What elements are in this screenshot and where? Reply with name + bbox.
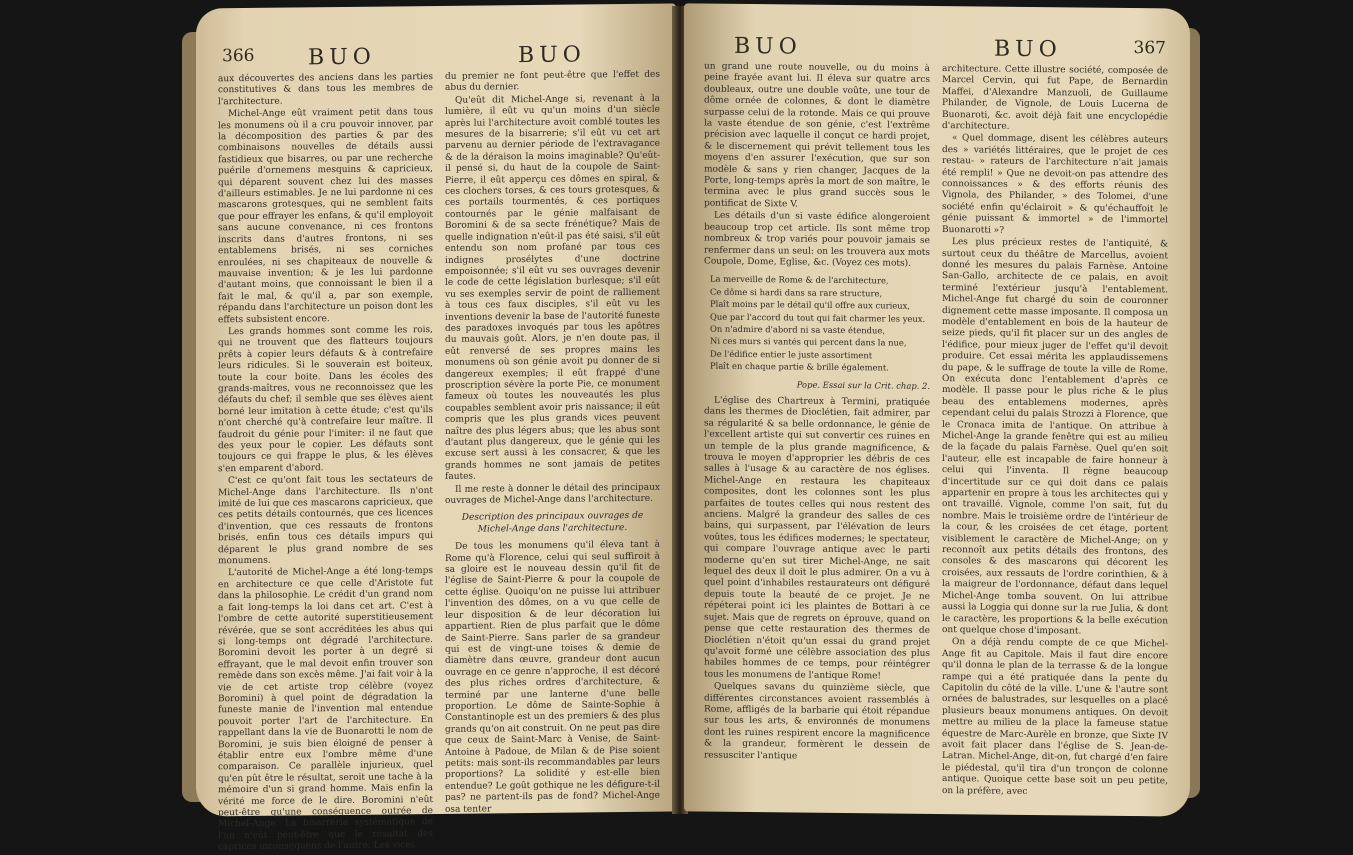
paragraph: aux découvertes des anciens dans les parties constitutives & dans tous les membres de l'architecture. (218, 72, 433, 108)
paragraph: un grand une route nouvelle, ou du moins à peine frayée avant lui. Il éleva sur quatre arcs doubleaux, outre une double voûte, une tour de dôme ornée de colonnes, & dont le diamètre surpasse celui de la rotonde. Mais ce qui prouve la vaste étendue de son génie, c'est l'extrême précision avec laquelle il conçut ce hardi projet, & le discernement qui prévit tellement tous les moyens d'en assurer l'exécution, que sur son modèle & sans y rien changer, Jacques de la Porte, long-temps après la mort de son maître, le termina avec le plus grand succès sous le pontificat de Sixte V. (704, 61, 930, 210)
open-book (6, 6, 1347, 853)
paragraph: « Quel dommage, disent les célèbres auteurs des » variétés littéraires, que le projet de ces restau- » rateurs de l'architecture n'ait jamais été rempli! » Que ne devoit-on pas attendre des connoissances » & des efforts réunis des Vignola, des Philander, » des Tolomei, d'une société enfin qu'éclairoit » & qu'échauffoit le génie puissant & immortel » de l'immortel Buonarotti »? (942, 133, 1168, 236)
paragraph: On a déjà rendu compte de ce que Michel-Ange fit au Capitole. Mais il faut dire encore qu'il donna le plan de la terrasse & de la longue rampe qui a été pratiquée dans la pente du Capitolin du côté de la ville. L'une & l'autre sont ornées de balustrades, sur lesquelles on a placé plusieurs beaux monumens antiques. On devoit mettre au milieu de la place la fameuse statue équestre de Marc-Aurèle en bronze, que Sixte IV avoit fait placer dans l'église de S. Jean-de-Latran. Michel-Ange, dit-on, fut chargé d'en faire le piédestal, qu'il tira d'un tronçon de colonne antique. Quoique cette base soit un peu petite, on la préfère, avec (942, 637, 1168, 797)
paragraph: L'église des Chartreux à Termini, pratiquée dans les thermes de Dioclétien, fait admirer, par sa régularité & sa belle ordonnance, le génie de l'excellent artiste qui sut convertir ces ruines en un temple de la plus grande magnificence, & trouva le moyen d'approprier les débris de ces salles à l'usage & au caractère de nos églises. Michel-Ange en restaura les chapiteaux composites, dont les colonnes sont les plus parfaites de toutes celles qui nous restent des anciens. Malgré la grandeur des salles de ces bains, qui surpassent, par l'élévation de leurs voûtes, tous les édifices modernes; le spectateur, qui compare l'ouvrage antique avec le parti moderne qu'en sut tirer Michel-Ange, ne sait lequel des deux il doit le plus admirer. On a vu à quel point d'inhabiles restaurateurs ont défiguré depuis toute la beauté de ce projet. Je ne répéterai point ici les plaintes de Bottari à ce sujet. Mais que de regrets on éprouve, quand on pense que cette restauration des thermes de Dioclétien n'étoit qu'un essai du grand projet qu'avoit formé une célèbre association des plus habiles hommes de ce temps, pour réintégrer tous les monumens de l'antique Rome! (704, 395, 930, 682)
paragraph: De tous les monumens qu'il éleva tant à Rome qu'à Florence, celui qui seul suffiroit à sa gloire est le nouveau dessin qu'il fit de l'église de Saint-Pierre & pour la coupole de cette église. Quoiqu'on ne puisse lui attribuer l'invention des dômes, on a vu que celle de leur disposition & de leur décoration lui appartient. Rien de plus parfait que le dôme de Saint-Pierre. Sans parler de sa grandeur qui est de vingt-une toises & demie de diamètre dans œuvre, grandeur dont aucun ouvrage en ce genre n'approche, il est décoré des plus riches ordres d'architecture, & terminé par une lanterne d'une belle proportion. Le dôme de Sainte-Sophie à Constantinople est un des premiers & des plus grands qu'on ait construit. On ne peut pas dire que ceux de Saint-Marc à Venise, de Saint-Antoine à Padoue, de Milan & de Pise soient petits: mais sont-ils recommandables par leurs proportions? La solidité y est-elle bien entendue? Le goût gothique ne les défigure-t-il pas? ne partent-ils pas de fond? Michel-Ange osa tenter (445, 539, 660, 815)
right-running-head-1: BUO (734, 33, 802, 60)
section-heading: Description des principaux ouvrages de Michel-Ange dans l'architecture. (461, 511, 644, 535)
paragraph: Michel-Ange eût vraiment petit dans tous les monumens où il a cru pouvoir innover, par la décomposition des parties & par des combinaisons nouvelles de détails aussi fastidieux que bisarres, ou par une recherche puérile d'ornemens mesquins & capricieux, qui déparent souvent chez lui des masses d'ailleurs estimables. Je ne lui pardonne ni ces mascarons grotesques, qui ne semblent faits que pour effrayer les enfans, & qu'il employoit sans aucune convenance, ni ces frontons inscrits dans d'autres frontons, ni ses entablemens brisés, ni ses corniches enroulées, ni ses chapiteaux de nouvelle & mauvaise invention; & je les lui pardonne d'autant moins, que connoissant le bien il a fait le mal, & qu'il a, par son exemple, répandu dans l'architecture un poison dont les effets subsistent encore. (218, 107, 433, 325)
right-page-number: 367 (1133, 38, 1166, 59)
verse-line: Plaît en chaque partie & brille également. (710, 360, 889, 373)
paragraph: du premier ne font peut-être que l'effet des abus du dernier. (445, 69, 660, 94)
verse-line: De l'édifice entier le juste assortiment (710, 348, 873, 361)
verse-quote (710, 273, 930, 375)
left-running-head-1: BUO (308, 44, 376, 71)
right-column-2 (942, 64, 1168, 800)
left-page (196, 3, 676, 853)
right-column-1 (704, 62, 930, 798)
verse-line: Ni ces murs si vantés qui percent dans la nue, (710, 335, 907, 349)
verse-line: Que par l'accord du tout qui fait charmer les yeux. (710, 311, 926, 324)
right-running-head-2: BUO (994, 36, 1062, 63)
verse-citation: Pope. Essai sur la Crit. chap. 2. (796, 379, 930, 391)
paragraph: L'autorité de Michel-Ange a été long-temps en architecture ce que celle d'Aristote fut dans la philosophie. Le crédit d'un grand nom a fait long-temps la loi dans cet art. C'est à l'ombre de cette autorité superstitieusement révérée, que se sont accréditées les abus qui si long-temps ont dégradé l'architecture. Boromini devoit les porter à un degré si effrayant, que le mal devoit enfin trouver son remède dans son excès même. J'ai fait voir à la vie de cet artiste trop célèbre (voyez Boromini) à quel point de dégradation la funeste manie de l'invention mal entendue pouvoit porter l'art de l'architecture. En rappellant dans la vie de Buonarotti le nom de Boromini, je suis bien éloigné de penser à établir entre eux l'ombre même d'une comparaison. Ce parallèle injurieux, quel qu'en pût être le résultat, seroit une tache à la mémoire d'un si grand homme. Mais enfin la vérité me force de le dire. Boromini n'eût peut-être qu'une conséquence outrée de Michel-Ange. La bisarrerie systématique de l'un n'eût peut-être que le résultat des caprices inconséquens de l'autre. Les vices (218, 566, 433, 853)
left-page-number: 366 (222, 45, 255, 67)
left-running-head-2: BUO (518, 42, 586, 69)
right-page (684, 3, 1190, 816)
left-columns (218, 70, 660, 855)
left-column-1 (218, 72, 433, 855)
paragraph: Les détails d'un si vaste édifice alongeroient beaucoup trop cet article. Ils sont même trop nombreux & trop variés pour pouvoir jamais se renfermer dans un seul: on les trouvera aux mots Coupole, Dome, Eglise, &c. (Voyez ces mots). (704, 210, 930, 269)
right-page-header (704, 34, 1168, 63)
paragraph: C'est ce qu'ont fait tous les sectateurs de Michel-Ange dans l'architecture. Ils n'ont imité de lui que ces mascarons capricieux, que ces petits détails contournés, que ces licences d'invention, que ces ressauts de frontons brisés, enfin tous ces détails impurs qui déparent le plus grand nombre de ses monumens. (218, 474, 433, 567)
paragraph: Qu'eût dit Michel-Ange si, revenant à la lumière, il eût vu qu'un moins d'un siècle après lui l'architecture avoit comblé toutes les mesures de la bisarrerie; s'il eût vu cet art parvenu au dernier période de l'extravagance & de la déraison la moins imaginable? Qu'eût-il pensé si, du haut de la coupole de Saint-Pierre, il eût apperçu ces dômes en spiral, & ces clochers torses, & ces tours grotesques, & ces portails tourmentés, & ces portiques contournés par le génie malfaisant de Boromini & de sa secte frénétique? Mais de quelle indignation n'eût-il pas été saisi, s'il eût entendu son nom profané par tous ces indignes prosélytes d'une doctrine empoisonnée; s'il eût vu ses ouvrages devenir le code de cette législation burlesque; s'il eût vu ses exemples servir de point de ralliement à tous ces faux disciples, s'il eût vu les inventions devenir la base de l'autorité funeste des paradoxes invoqués par tous les apôtres du mauvais goût. Alors, je n'en doute pas, il eût renversé de ses propres mains les monumens où son génie avoit pu donner de si dangereux exemples; il eût frappé d'une proscription sévère la porte Pie, ce monument fameux où toutes les nouveautés les plus coupables semblent avoir pris naissance; il eût compris que les plus grands vices peuvent naître des plus légers abus; que les abus sont d'autant plus dangereux, que le génie qui les excuse sert aussi à les consacrer, & que les grands hommes ne sont jamais de petites fautes. (445, 93, 660, 483)
verse-line: Plaît moins par le détail qu'il offre aux curieux, (710, 298, 911, 311)
paragraph: Quelques savans du quinzième siècle, que différentes circonstances avoient rassemblés à Rome, affligés de la barbarie qui étoit répandue sur tous les arts, & environnés de monumens dont les ruines respirent encore la magnificence & la grandeur, formèrent le dessein de ressusciter l'antique (704, 681, 930, 762)
verse-line: La merveille de Rome & de l'architecture, (710, 273, 889, 286)
verse-line: Ce dôme si hardi dans sa rare structure, (710, 286, 883, 299)
right-columns (704, 62, 1168, 801)
left-column-2 (445, 70, 660, 853)
paragraph: Il me reste à donner le détail des principaux ouvrages de Michel-Ange dans l'architecture. (445, 482, 660, 506)
paragraph: Les grands hommes sont comme les rois, qui ne trouvent que des flatteurs toujours prêts à copier leurs défauts & à contrefaire leurs ridicules. Si le souverain est boiteux, toute la cour boite. Dans les écoles des grands-maîtres, vous ne reconnoissez que les défauts du chef; il semble que ses élèves aient borné leur imitation à cette étude; c'est qu'ils n'ont cherché qu'à contrefaire leur maître. Il faudroit du génie pour l'imiter: il ne faut que des yeux pour le copier. Les défauts sont toujours ce qui frappe le plus, & les élèves s'en emparent d'abord. (218, 324, 433, 475)
left-page-header (218, 42, 660, 71)
paragraph: Les plus précieux restes de l'antiquité, & surtout ceux du théâtre de Marcellus, avoient donné les mesures du palais Farnèse. Antoine San-Gallo, architecte de ce palais, en avoit terminé l'extérieur jusqu'à l'entablement. Michel-Ange fut chargé du soin de couronner dignement cette masse imposante. Il composa un modèle d'entablement en bois de la hauteur de seize pieds, qu'il fit placer sur un des angles de l'édifice, pour mieux juger de l'effet qu'il devoit produire. Cet essai mérita les applaudissemens du pape, & le suffrage de toute la ville de Rome. On exécuta donc l'entablement d'après ce modèle. Il passe pour le plus riche & le plus beau des entablemens modernes, après cependant celui du palais Strozzi à Florence, que le Cronaca imita de l'antique. On attribue à Michel-Ange la grande fenêtre qui est au milieu de la façade du palais Farnèse. Quel qu'en soit l'auteur, elle est incapable de faire honneur à celui qui l'inventa. Il règne beaucoup d'incertitude sur ce qui doit dans ce palais appartenir en propre à tous les architectes qui y ont travaillé. Vignole, comme l'on sait, fut du nombre. Mais le troisième ordre de l'intérieur de la cour, & les croisées de cet étage, portent visiblement le caractère de Michel-Ange; on y reconnoît aux petits détails des frontons, des consoles & des mascarons qui décorent les croisées, aux ressauts de l'ordre corinthien, & à la maigreur de l'ordonnance, défaut dans lequel Michel-Ange tomba souvent. On lui attribue aussi la Loggia qui donne sur la rue Julia, & dont le caractère, les proportions & la belle exécution ont quelque chose d'imposant. (942, 237, 1168, 637)
verse-line: On n'admire d'abord ni sa vaste étendue, (710, 323, 886, 336)
paragraph: architecture. Cette illustre société, composée de Marcel Cervin, qui fut Pape, de Bernardin Maffei, d'Alexandre Manzuoli, de Guillaume Philander, de Vignole, de Louis Lucerna de Buonaroti, &c. avoit déjà fait une encyclopédie d'architecture. (942, 64, 1168, 132)
